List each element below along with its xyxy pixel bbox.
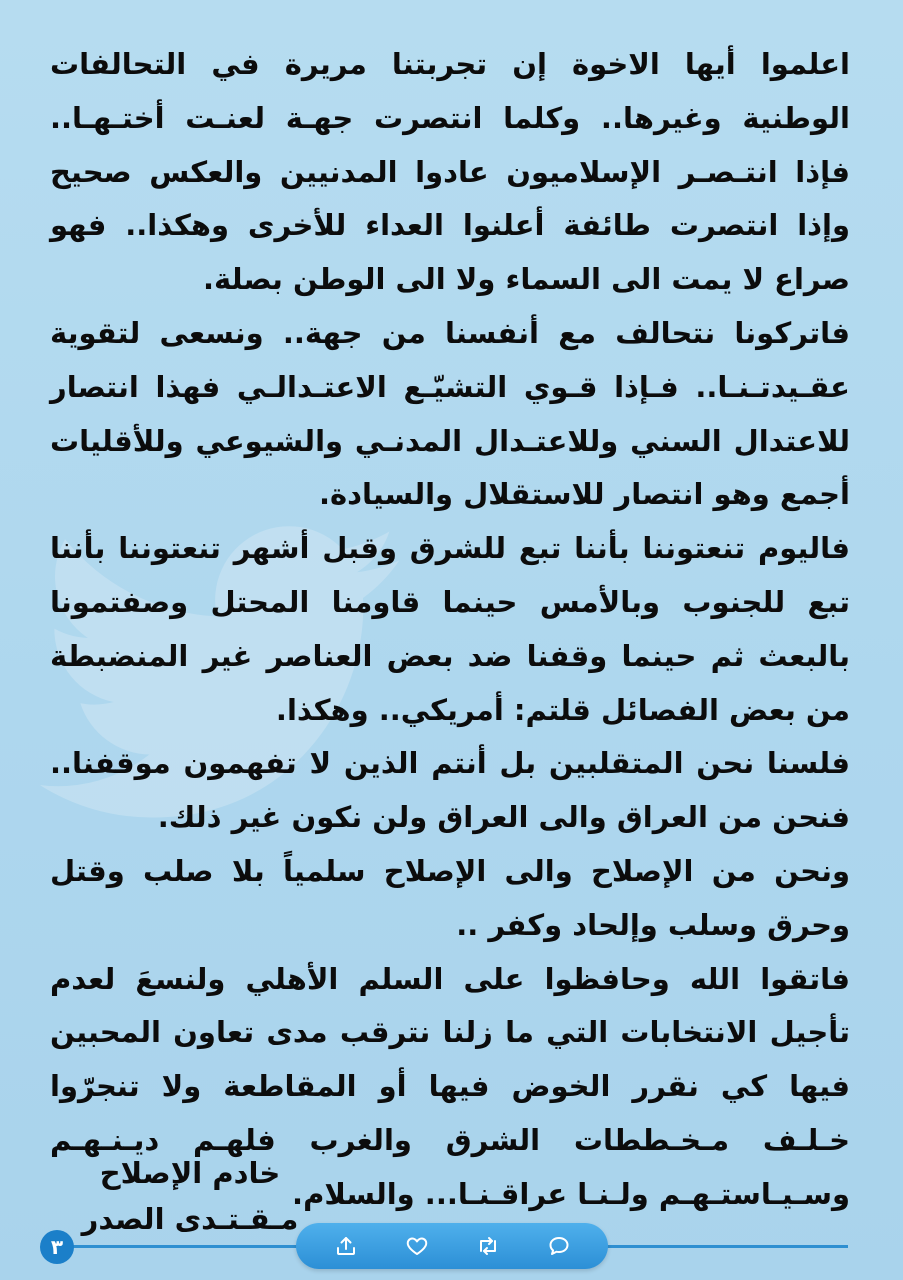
signature-title: خادم الإصلاح [99,1156,281,1190]
share-icon[interactable] [333,1233,359,1259]
paragraph-4: فلسنا نحن المتقلبين بل أنتم الذين لا تفهمون موقفنا.. فنحن من العراق والى العراق ولن نكون غير ذلك. [50,746,850,835]
page-number-badge: ٣ [40,1230,74,1264]
tweet-action-bar [296,1223,608,1269]
statement-body [50,38,850,1222]
paragraph-3: فاليوم تنعتوننا بأننا تبع للشرق وقبل أشهر تنعتوننا بأننا تبع للجنوب وبالأمس حينما قاومنا المحتل وصفتمونا بالبعث ثم حينما وقفنا ضد بعض العناصر غير المنضبطة من بعض الفصائل قلتم: أمريكي.. وهكذا. [50,531,850,727]
paragraph-2: فاتركونا نتحالف مع أنفسنا من جهة.. ونسعى لتقوية عقـيدتـنـا.. فـإذا قـوي التشيّـع الاعتـدالـي فهذا انتصار للاعتدال السني وللاعتـدال المدنـي والشيوعي وللأقليات أجمع وهو انتصار للاستقلال والسيادة. [50,315,850,512]
signature [70,1150,310,1242]
paragraph-5: ونحن من الإصلاح والى الإصلاح سلمياً بلا صلب وقتل وحرق وسلب وإلحاد وكفر .. [50,853,850,942]
paragraph-6: فاتقوا الله وحافظوا على السلم الأهلي ولنسعَ لعدم تأجيل الانتخابات التي ما زلنا نترقب مدى تعاون المحبين فيها كي نقرر الخوض فيها أو المقاطعة ولا تنجرّوا خـلـف مـخـططات الشرق والغرب فلهـم ديـنـهـم وسـيـاستـهـم ولـنـا عراقـنـا... والسلام. [50,961,850,1211]
reply-icon[interactable] [546,1233,572,1259]
like-icon[interactable] [404,1233,430,1259]
retweet-icon[interactable] [475,1233,501,1259]
signature-name: مـقـتـدى الصدر [81,1202,299,1236]
paragraph-1: اعلموا أيها الاخوة إن تجربتنا مريرة في التحالفات الوطنية وغيرها.. وكلما انتصرت جهـة لعنـت أختـهـا.. فإذا انتـصـر الإسلاميون عادوا المدنيين والعكس صحيح وإذا انتصرت طائفة أعلنوا العداء للأخرى وهكذا.. فهو صراع لا يمت الى السماء ولا الى الوطن بصلة. [50,47,850,297]
